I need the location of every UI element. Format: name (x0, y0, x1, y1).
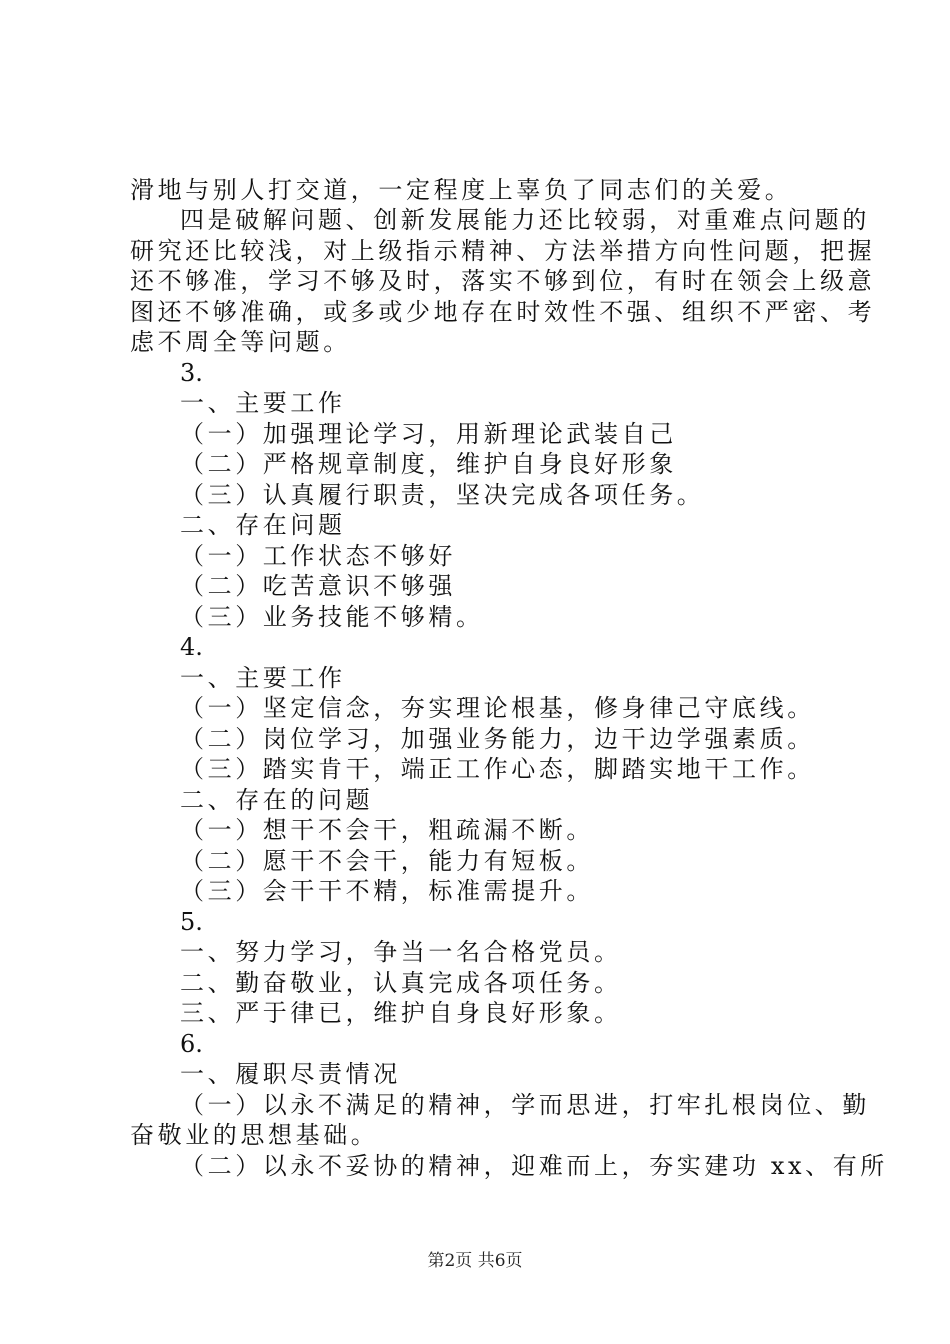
text-line-1: 滑地与别人打交道，一定程度上辜负了同志们的关爱。 (130, 176, 793, 204)
text-line-continuation: 奋敬业的思想基础。 (130, 1121, 379, 1149)
list-item: （三）会干干不精，标准需提升。 (180, 877, 594, 905)
list-item: （三）踏实肯干，端正工作心态，脚踏实地干工作。 (180, 755, 815, 783)
section-number-5: 5. (180, 908, 203, 936)
text-line-3: 研究还比较浅，对上级指示精神、方法举措方向性问题，把握 (130, 237, 876, 265)
section-number-6: 6. (180, 1030, 203, 1058)
heading-main-work: 一、主要工作 (180, 389, 346, 417)
list-item: （二）严格规章制度，维护自身良好形象 (180, 450, 677, 478)
list-item: （二）吃苦意识不够强 (180, 572, 456, 600)
list-item: （一）坚定信念，夯实理论根基，修身律己守底线。 (180, 694, 815, 722)
text-line-2: 四是破解问题、创新发展能力还比较弱，对重难点问题的 (180, 206, 870, 234)
page-footer: 第2页 共6页 (427, 1251, 523, 1271)
heading-problems: 二、存在的问题 (180, 786, 374, 814)
list-item: （一）工作状态不够好 (180, 542, 456, 570)
heading-problems: 二、存在问题 (180, 511, 346, 539)
text-line-5: 图还不够准确，或多或少地存在时效性不强、组织不严密、考 (130, 298, 876, 326)
list-item: （二）以永不妥协的精神，迎难而上，夯实建功 xx、有所 (180, 1152, 888, 1180)
section-number-4: 4. (180, 633, 203, 661)
heading-main-work: 一、主要工作 (180, 664, 346, 692)
list-item: 三、严于律已，维护自身良好形象。 (180, 999, 622, 1027)
list-item: （一）想干不会干，粗疏漏不断。 (180, 816, 594, 844)
text-line-6: 虑不周全等问题。 (130, 328, 351, 356)
list-item: 一、努力学习，争当一名合格党员。 (180, 938, 622, 966)
list-item: （一）加强理论学习，用新理论武装自己 (180, 420, 677, 448)
list-item: （三）认真履行职责，坚决完成各项任务。 (180, 481, 705, 509)
list-item: （二）岗位学习，加强业务能力，边干边学强素质。 (180, 725, 815, 753)
list-item: 二、勤奋敬业，认真完成各项任务。 (180, 969, 622, 997)
list-item: （三）业务技能不够精。 (180, 603, 484, 631)
section-number-3: 3. (180, 359, 203, 387)
list-item: （一）以永不满足的精神，学而思进，打牢扎根岗位、勤 (180, 1091, 870, 1119)
heading-duty-performance: 一、履职尽责情况 (180, 1060, 401, 1088)
text-line-4: 还不够准，学习不够及时，落实不够到位，有时在领会上级意 (130, 267, 876, 295)
list-item: （二）愿干不会干，能力有短板。 (180, 847, 594, 875)
